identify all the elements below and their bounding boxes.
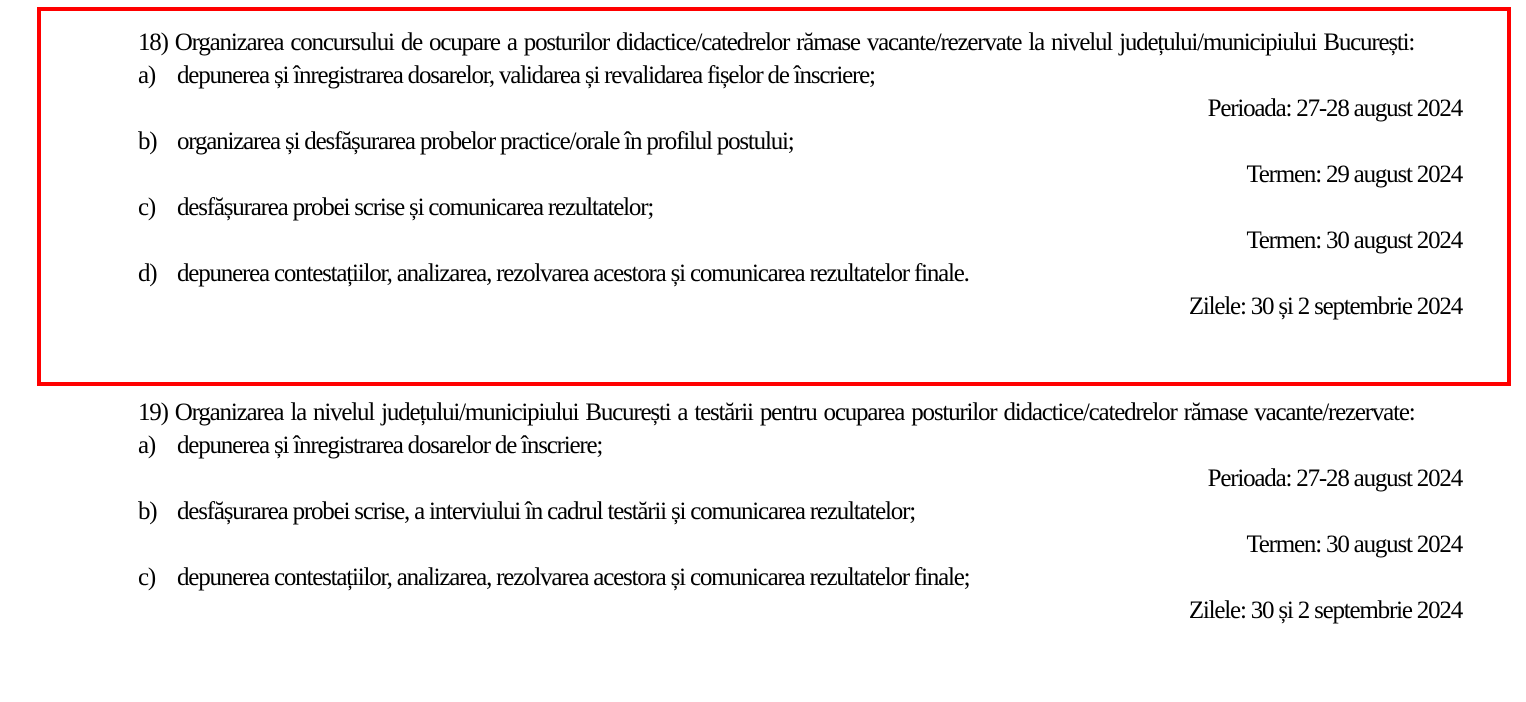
- item-deadline: Termen: 30 august 2024: [1246, 531, 1462, 558]
- item-marker: c): [138, 564, 156, 591]
- item-marker: b): [138, 498, 157, 525]
- list-item: [62, 125, 1462, 158]
- item-deadline: Termen: 29 august 2024: [1246, 161, 1462, 188]
- item-deadline: Perioada: 27-28 august 2024: [1207, 465, 1462, 492]
- section-heading: [62, 26, 1462, 59]
- section-title: Organizarea concursului de ocupare a posturilor didactice/catedrelor rămase vacante/rezervate la nivelul județului/municipiului București:: [174, 29, 1415, 56]
- section-title: Organizarea la nivelul județului/municipiului București a testării pentru ocuparea posturilor didactice/catedrelor rămase vacante/rezervate:: [174, 399, 1415, 426]
- list-item: [62, 191, 1462, 224]
- section-19: [62, 396, 1462, 627]
- item-text: depunerea contestațiilor, analizarea, rezolvarea acestora și comunicarea rezultatelor finale.: [177, 260, 969, 287]
- item-marker: a): [138, 432, 156, 459]
- list-item: [62, 561, 1462, 594]
- item-marker: c): [138, 194, 156, 221]
- item-text: organizarea și desfășurarea probelor practice/orale în profilul postului;: [177, 128, 794, 155]
- item-marker: d): [138, 260, 157, 287]
- item-text: depunerea contestațiilor, analizarea, rezolvarea acestora și comunicarea rezultatelor finale;: [177, 564, 970, 591]
- item-text: depunerea și înregistrarea dosarelor, validarea și revalidarea fișelor de înscriere;: [177, 62, 875, 89]
- list-item: [62, 495, 1462, 528]
- item-deadline: Zilele: 30 și 2 septembrie 2024: [1188, 293, 1462, 320]
- item-text: depunerea și înregistrarea dosarelor de înscriere;: [177, 432, 603, 459]
- item-deadline: Termen: 30 august 2024: [1246, 227, 1462, 254]
- item-deadline: Perioada: 27-28 august 2024: [1207, 95, 1462, 122]
- section-18: [62, 26, 1462, 323]
- section-heading: [62, 396, 1462, 429]
- item-marker: b): [138, 128, 157, 155]
- section-number: 19): [138, 399, 168, 426]
- item-text: desfășurarea probei scrise, a interviului în cadrul testării și comunicarea rezultatelor;: [177, 498, 915, 525]
- item-text: desfășurarea probei scrise și comunicarea rezultatelor;: [177, 194, 654, 221]
- item-marker: a): [138, 62, 156, 89]
- item-deadline: Zilele: 30 și 2 septembrie 2024: [1188, 597, 1462, 624]
- list-item: [62, 429, 1462, 462]
- list-item: [62, 59, 1462, 92]
- list-item: [62, 257, 1462, 290]
- section-number: 18): [138, 29, 168, 56]
